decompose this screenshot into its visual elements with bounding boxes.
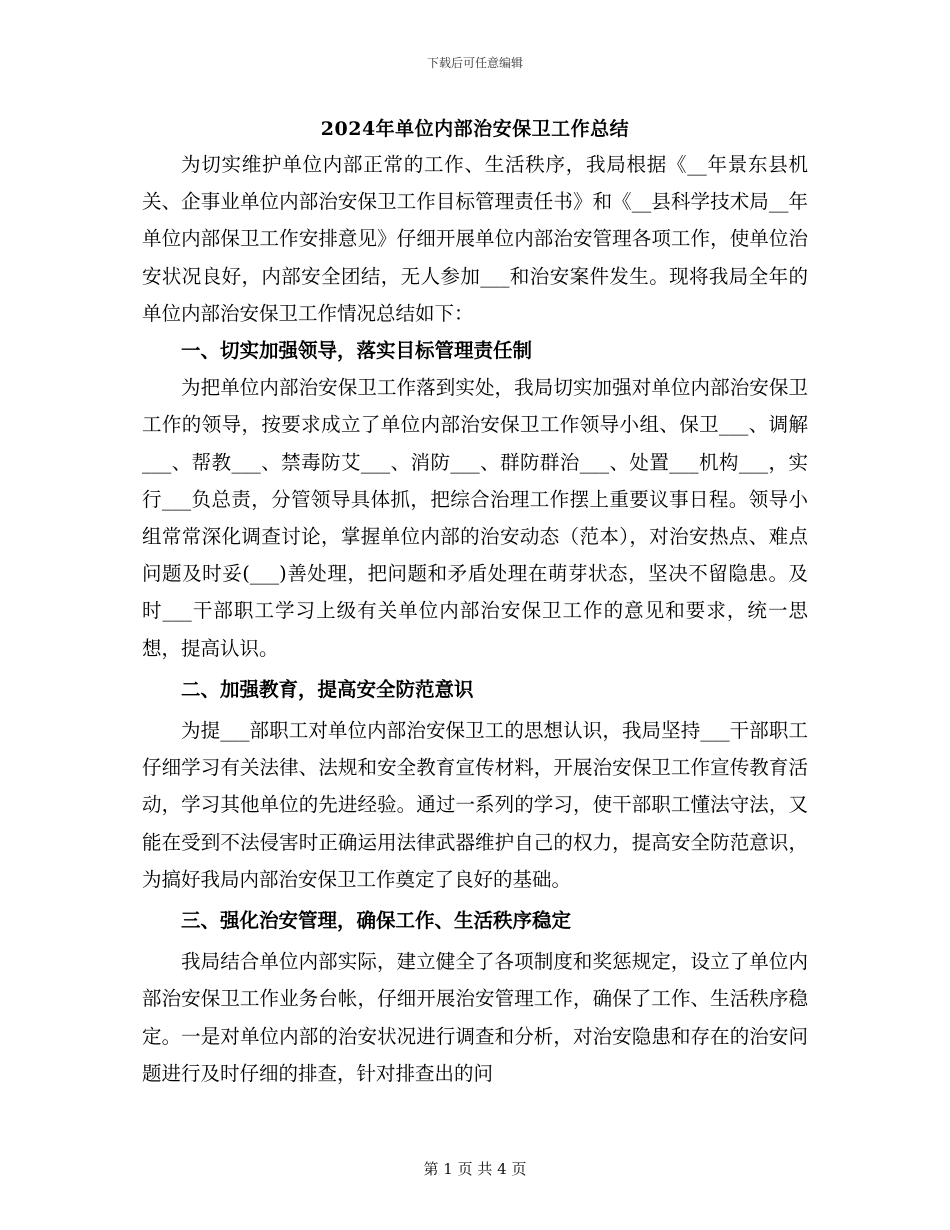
document-title: 2024年单位内部治安保卫工作总结: [320, 118, 630, 140]
section-1-body: 为把单位内部治安保卫工作落到实处，我局切实加强对单位内部治安保卫工作的领导，按要求成立了单位内部治安保卫工作领导小组、保卫___、调解___、帮教___、禁毒防艾___、消防___、群防群治___、处置___机构___，实行___负总责，分管领导具体抓，把综合治理工作摆上重要议事日程。领导小组常常深化调查讨论，掌握单位内部的治安动态（范本），对治安热点、难点问题及时妥(___)善处理，把问题和矛盾处理在萌芽状态，坚决不留隐患。及时___干部职工学习上级有关单位内部治安保卫工作的意见和要求，统一思想，提高认识。: [142, 376, 808, 660]
intro-paragraph: 为切实维护单位内部正常的工作、生活秩序，我局根据《__年景东县机关、企事业单位内部治安保卫工作目标管理责任书》和《__县科学技术局__年单位内部保卫工作安排意见》仔细开展单位内部治安管理各项工作，使单位治安状况良好，内部安全团结，无人参加___和治安案件发生。现将我局全年的单位内部治安保卫工作情况总结如下：: [142, 153, 808, 325]
document-body: [142, 146, 808, 1092]
header-note: 下载后可任意编辑: [426, 56, 523, 70]
section-3-heading: 三、强化治安管理，确保工作、生活秩序稳定: [181, 909, 572, 933]
section-3-body: 我局结合单位内部实际，建立健全了各项制度和奖惩规定，设立了单位内部治安保卫工作业务台帐，仔细开展治安管理工作，确保了工作、生活秩序稳定。一是对单位内部的治安状况进行调查和分析，对治安隐患和存在的治安问题进行及时仔细的排查，针对排查出的问: [142, 950, 808, 1085]
section-2-heading: 二、加强教育，提高安全防范意识: [181, 677, 474, 701]
section-2-body: 为提___部职工对单位内部治安保卫工的思想认识，我局坚持___干部职工仔细学习有关法律、法规和安全教育宣传材料，开展治安保卫工作宣传教育活动，学习其他单位的先进经验。通过一系列的学习，使干部职工懂法守法，又能在受到不法侵害时正确运用法律武器维护自己的权力，提高安全防范意识，为搞好我局内部治安保卫工作奠定了良好的基础。: [142, 719, 808, 891]
page-number: 第 1 页 共 4 页: [423, 1160, 527, 1178]
section-1-heading: 一、切实加强领导，落实目标管理责任制: [181, 339, 533, 363]
